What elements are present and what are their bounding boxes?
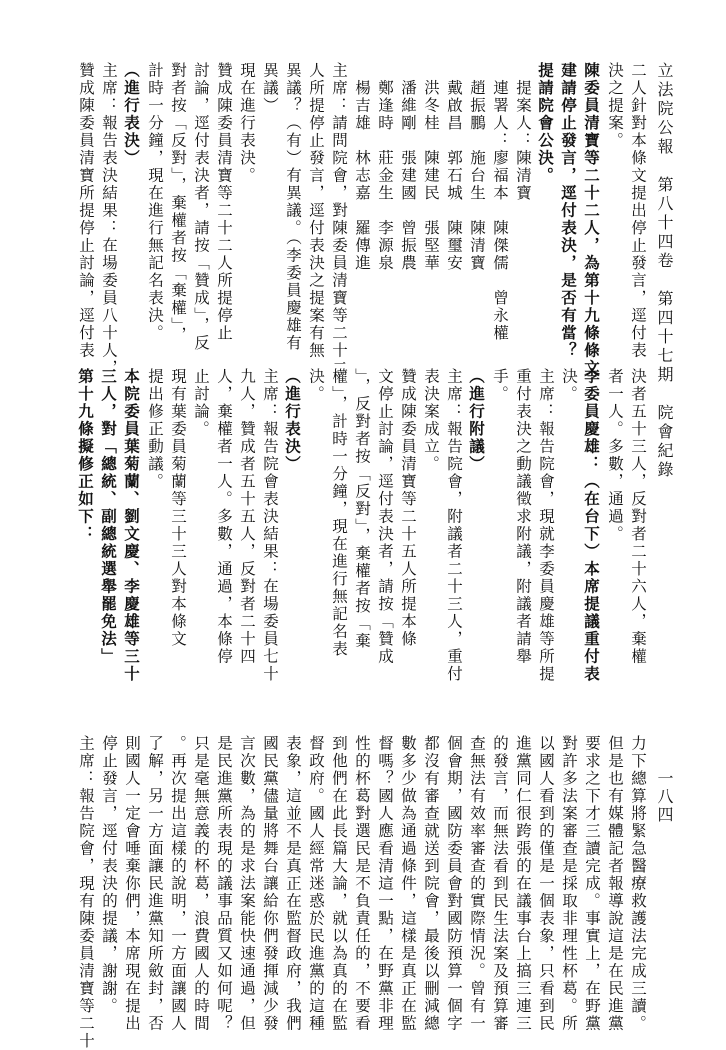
text-column: 是民進黨所表現的議事品質又如何呢？ <box>215 735 233 1033</box>
text-column: 重付表決之動議徵求附議，附議者請舉 <box>514 368 532 666</box>
text-column: 二人針對本條文提出停止發言，逕付表 <box>629 62 647 360</box>
text-column: 到他們在此長篇大論，就以為真的在監 <box>330 735 348 1033</box>
text-column: 者一人。多數，通過。 <box>606 368 624 543</box>
text-column: 贊成陳委員清寶所提停止討論，逕付表 <box>77 62 95 360</box>
text-column: 討論，逕付表決者，請按「贊成」，反 <box>192 62 210 352</box>
text-column: 督政府。國人經常迷惑於民進黨的這種 <box>307 735 325 1033</box>
text-column: 督嗎？國人應看清這一點，在野黨非理 <box>376 735 394 1033</box>
text-column: 但是也有媒體記者報導說這是在民進黨 <box>606 735 624 1033</box>
text-column: 。再次提出這樣的說明，一方面讓國人 <box>169 735 187 1033</box>
page-header-title: 立法院公報 第八十四卷 第四十七期 院會紀錄 <box>655 62 674 480</box>
text-column: 連署人：廖福本 陳傑儒 曾永權 <box>491 62 509 342</box>
text-column: 人，棄權者一人。多數，通過，本條停 <box>215 368 233 666</box>
text-column: （進行附議） <box>467 368 486 473</box>
text-column: 決之提案。 <box>606 62 624 150</box>
text-column: 以國人看到的僅是一個表象，只看到民 <box>537 735 555 1033</box>
text-column: 主席：報告院會表決結果：在場委員七十 <box>261 368 279 683</box>
text-column: 了解，另一方面讓民進黨知所斂封，否 <box>146 735 164 1033</box>
text-column: 提出修正動議。 <box>146 368 164 491</box>
text-column: 都沒有審查就送到院會，最後以刪減總 <box>422 735 440 1033</box>
text-column: 主席：報告院會，現有陳委員清寶等二十 <box>77 735 95 1050</box>
text-column: 決。 <box>307 368 325 403</box>
text-column: 決者五十三人，反對者二十六人，棄權 <box>629 368 647 666</box>
text-column: 現有葉委員菊蘭等三十三人對本條文 <box>169 368 187 648</box>
text-column: 趙振鵬 施台生 陳清寶 <box>468 62 486 272</box>
text-column: 主席：報告院會，現就李委員慶雄等所提 <box>537 368 555 683</box>
text-column: 要求之下才三讀完成。事實上，在野黨 <box>583 735 601 1033</box>
text-column: 查無法有效率審查的實際情況。曾有一 <box>468 735 486 1033</box>
text-column: 異議） <box>261 62 279 115</box>
text-column: 言次數，為的是求法案能快速通過，但 <box>238 735 256 1033</box>
text-column: 本院委員葉菊蘭、劉文慶、李慶雄等三十 <box>122 368 141 683</box>
text-column: 主席：報告院會，附議者二十三人，重付 <box>445 368 463 683</box>
text-column: 權」，計時一分鐘，現在進行無記名表 <box>330 368 348 658</box>
text-column: 現在進行表決。 <box>238 62 256 185</box>
text-column: 表象，這並不是真正在監督政府，我們 <box>284 735 302 1033</box>
text-column: 異議？（有）有異議。（李委員慶雄有 <box>284 62 302 352</box>
text-column: 提案人：陳清寶 <box>514 62 532 202</box>
text-column: （進行表決） <box>122 62 141 167</box>
text-column: 數多少做為通過條件，這樣是真正在監 <box>399 735 417 1033</box>
text-column: 九人，贊成者五十五人，反對者二十四 <box>238 368 256 666</box>
text-column: 主席：請問院會，對陳委員清寶等二十二 <box>330 62 348 377</box>
text-column: 個會期，國防委員會對國防預算一個字 <box>445 735 463 1033</box>
text-column: 贊成陳委員清寶等二十五人所提本條 <box>399 368 417 648</box>
text-column: 三人，對「總統、副總統選舉罷免法」 <box>99 368 118 666</box>
text-column: 戴啟昌 郭石城 陳璽安 <box>445 62 463 272</box>
text-column: 只是毫無意義的杯葛，浪費國人的時間 <box>192 735 210 1033</box>
text-column: 第十九條擬修正如下： <box>76 368 95 543</box>
text-column: （進行表決） <box>283 368 302 473</box>
text-column: 表決案成立。 <box>422 368 440 473</box>
text-column: 計時一分鐘，現在進行無記名表決。 <box>146 62 164 342</box>
text-column: 對許多法案審查是採取非理性杯葛。所 <box>560 735 578 1033</box>
text-column: 對者按「反對」，棄權者按「棄權」， <box>169 62 187 344</box>
text-column: 洪冬桂 陳建民 張堅華 <box>422 62 440 272</box>
text-column: 陳委員清寶等二十二人，為第十九條條文 <box>582 62 601 377</box>
text-column: 的發言，而無法看到民生法案及預算審 <box>491 735 509 1033</box>
text-column: 建請停止發言，逕付表決，是否有當？ <box>559 62 578 360</box>
text-column: 手。 <box>491 368 509 403</box>
text-column: 則國人一定會唾棄你們，本席現在提出 <box>123 735 141 1033</box>
text-column: 停止發言，逕付表決的提議，謝謝。 <box>100 735 118 1015</box>
text-column: 決。 <box>560 368 578 403</box>
text-column: 國民黨儘量將舞台讓給你們發揮減少發 <box>261 735 279 1033</box>
text-column: 李委員慶雄：（在台下）本席提議重付表 <box>582 368 601 683</box>
text-column: 人所提停止發言，逕付表決之提案有無 <box>307 62 325 360</box>
page-number: 一八四 <box>655 770 674 824</box>
text-column: 提請院會公決。 <box>536 62 555 185</box>
text-column: 性的杯葛對選民是不負責任的，不要看 <box>353 735 371 1033</box>
text-column: 進黨同仁很跨張的在議事台上搞三連三 <box>514 735 532 1033</box>
text-column: 楊吉雄 林志嘉 羅傳進 <box>353 62 371 272</box>
text-column: 力下總算將緊急醫療救護法完成三讀。 <box>629 735 647 1033</box>
text-column: 贊成陳委員清寶等二十二人所提停止 <box>215 62 233 342</box>
text-column: 鄭逢時 莊金生 李源泉 <box>376 62 394 272</box>
text-column: 止討論。 <box>192 368 210 438</box>
text-column: 文停止討論，逕付表決者，請按「贊成 <box>376 368 394 666</box>
text-column: 」，反對者按「反對」，棄權者按「棄 <box>353 368 371 650</box>
text-column: 主席：報告表決結果：在場委員八十人， <box>100 62 118 377</box>
text-column: 潘維剛 張建國 曾振農 <box>399 62 417 272</box>
